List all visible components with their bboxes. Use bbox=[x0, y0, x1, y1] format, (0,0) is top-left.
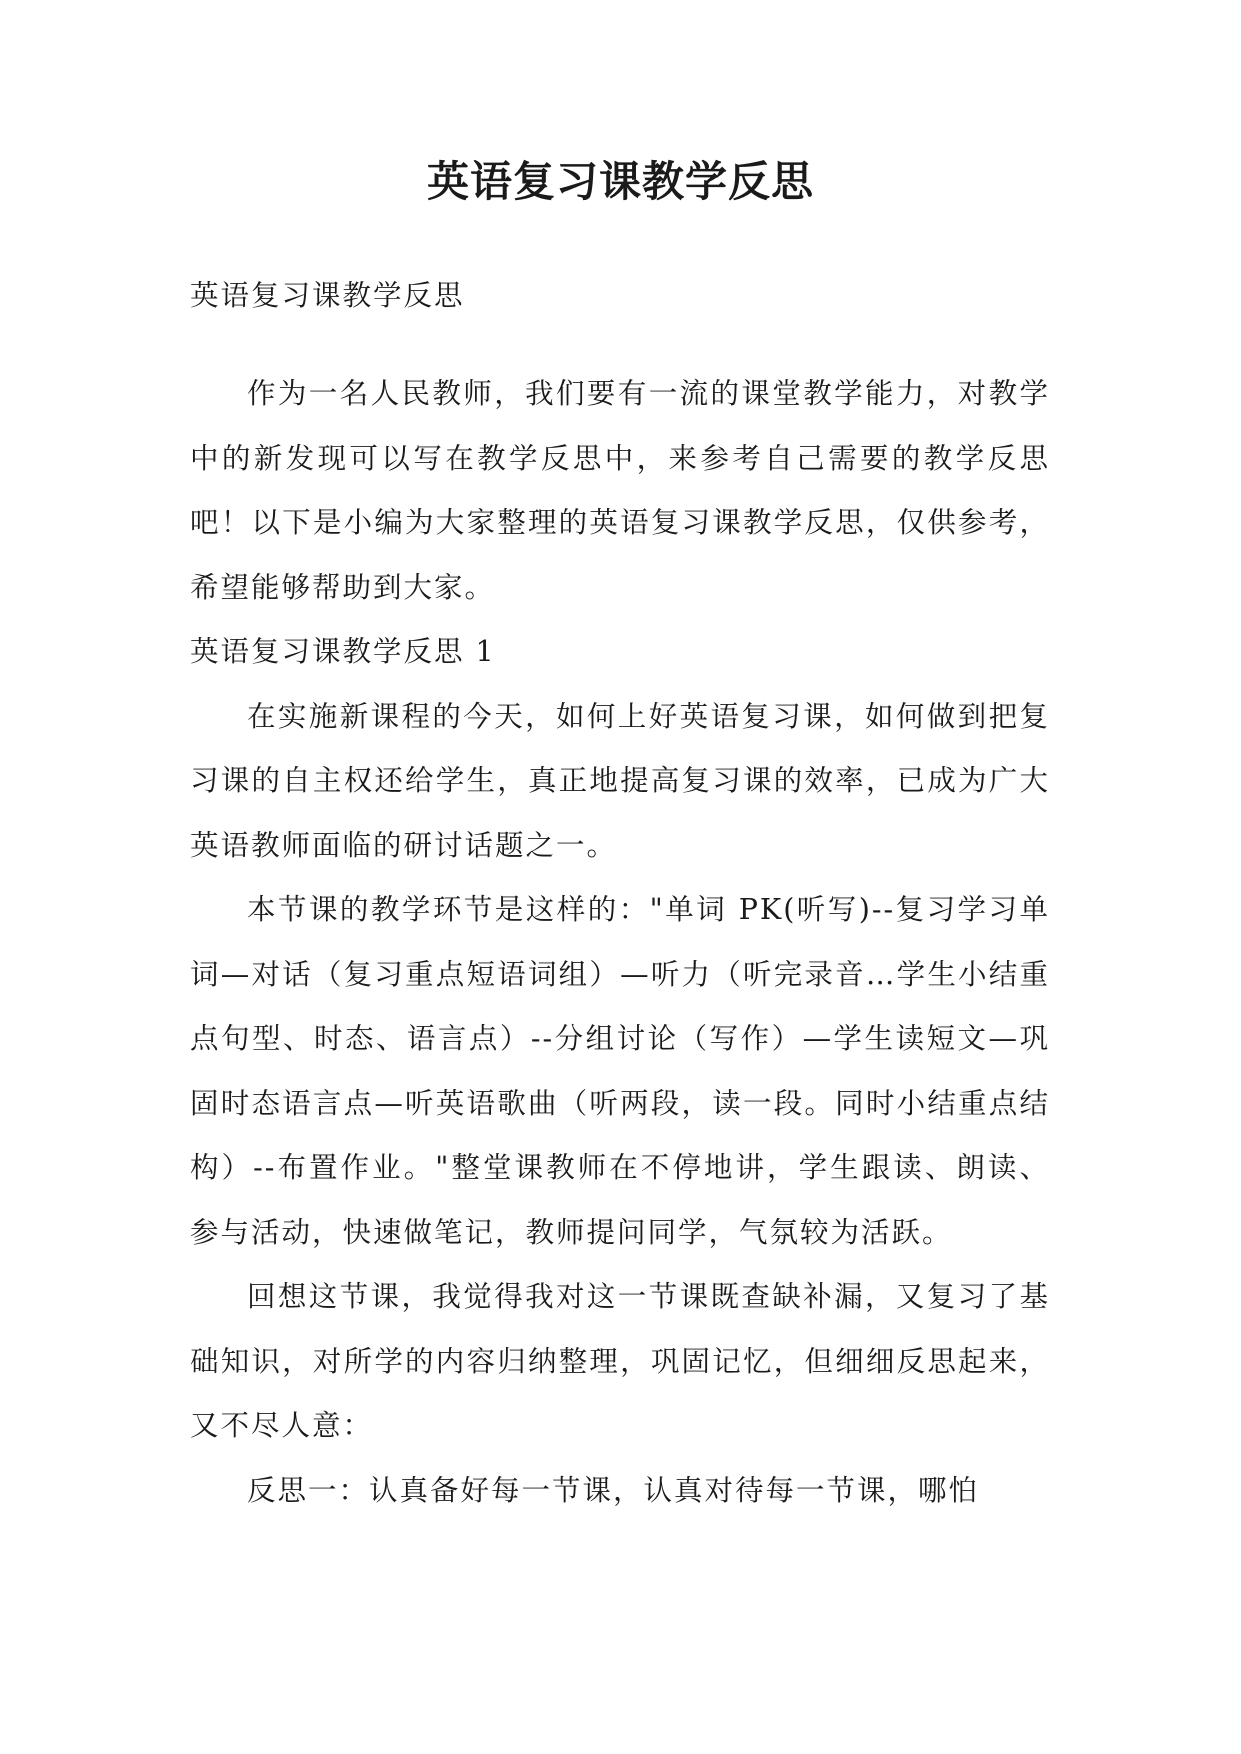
body-paragraph: 本节课的教学环节是这样的："单词 PK(听写)--复习学习单词—对话（复习重点短语词组）—听力（听完录音…学生小结重点句型、时态、语言点）--分组讨论（写作）—学生读短文—巩固时态语言点—听英语歌曲（听两段，读一段。同时小结重点结构）--布置作业。"整堂课教师在不停地讲，学生跟读、朗读、参与活动，快速做笔记，教师提问同学，气氛较为活跃。 bbox=[190, 893, 1050, 1249]
subtitle-block bbox=[190, 264, 1050, 329]
document-subtitle: 英语复习课教学反思 bbox=[190, 279, 465, 312]
intro-block bbox=[190, 362, 1050, 620]
section-1 bbox=[190, 620, 1050, 1523]
body-paragraph: 回想这节课，我觉得我对这一节课既查缺补漏，又复习了基础知识，对所学的内容归纳整理，巩固记忆，但细细反思起来，又不尽人意： bbox=[190, 1280, 1050, 1442]
section-heading: 英语复习课教学反思 1 bbox=[190, 635, 496, 668]
body-paragraph: 在实施新课程的今天，如何上好英语复习课，如何做到把复习课的自主权还给学生，真正地提高复习课的效率，已成为广大英语教师面临的研讨话题之一。 bbox=[190, 699, 1050, 862]
intro-paragraph: 作为一名人民教师，我们要有一流的课堂教学能力，对教学中的新发现可以写在教学反思中，来参考自己需要的教学反思吧！以下是小编为大家整理的英语复习课教学反思，仅供参考，希望能够帮助到大家。 bbox=[190, 377, 1050, 604]
document-title: 英语复习课教学反思 bbox=[426, 157, 814, 206]
body-paragraph: 反思一：认真备好每一节课，认真对待每一节课，哪怕 bbox=[247, 1473, 980, 1507]
